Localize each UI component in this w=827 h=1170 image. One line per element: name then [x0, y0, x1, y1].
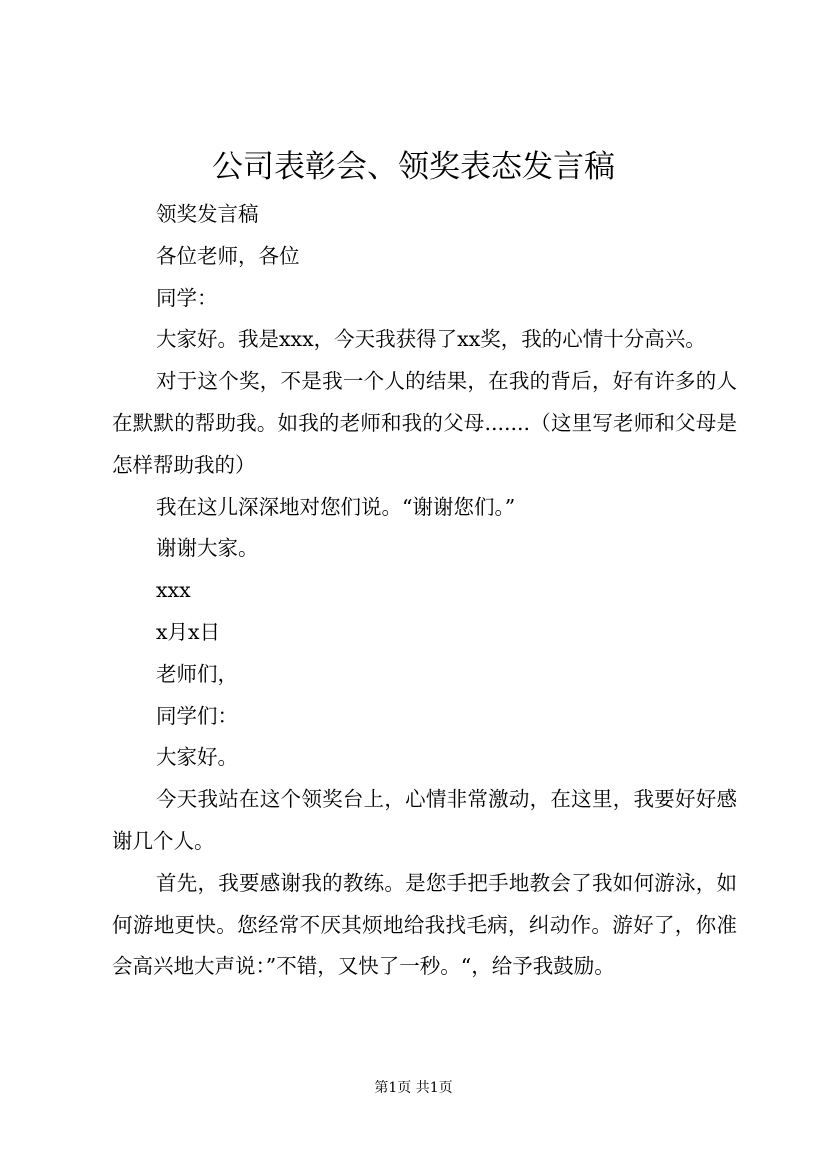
paragraph: 领奖发言稿 [156, 202, 259, 226]
document-title: 公司表彰会、领奖表态发言稿 [212, 149, 615, 185]
document-body [112, 194, 737, 988]
paragraph: 各位老师，各位 [156, 243, 300, 268]
paragraph: 谢谢大家。 [156, 536, 259, 561]
paragraph: 同学： [156, 285, 218, 310]
paragraph: 大家好。我是xxx，今天我获得了xx奖，我的心情十分高兴。 [156, 327, 706, 352]
paragraph: 首先，我要感谢我的教练。是您手把手地教会了我如何游泳，如何游地更快。您经常不厌其烦地给我找毛病，纠动作。游好了，你准会高兴地大声说：”不错，又快了一秒。“，给予我鼓励。 [112, 870, 737, 979]
paragraph: 老师们， [156, 661, 238, 686]
paragraph: 我在这儿深深地对您们说。“谢谢您们。” [156, 494, 516, 519]
paragraph: 大家好。 [156, 745, 238, 770]
paragraph: 同学们： [156, 703, 238, 728]
paragraph: xxx [156, 578, 191, 603]
paragraph: x月x日 [156, 619, 221, 644]
paragraph: 今天我站在这个领奖台上，心情非常激动，在这里，我要好好感谢几个人。 [112, 787, 737, 853]
page-footer: 第1页 共1页 [374, 1080, 453, 1096]
paragraph: 对于这个奖，不是我一个人的结果，在我的背后，好有许多的人在默默的帮助我。如我的老师和我的父母.......（这里写老师和父母是怎样帮助我的） [112, 369, 737, 477]
